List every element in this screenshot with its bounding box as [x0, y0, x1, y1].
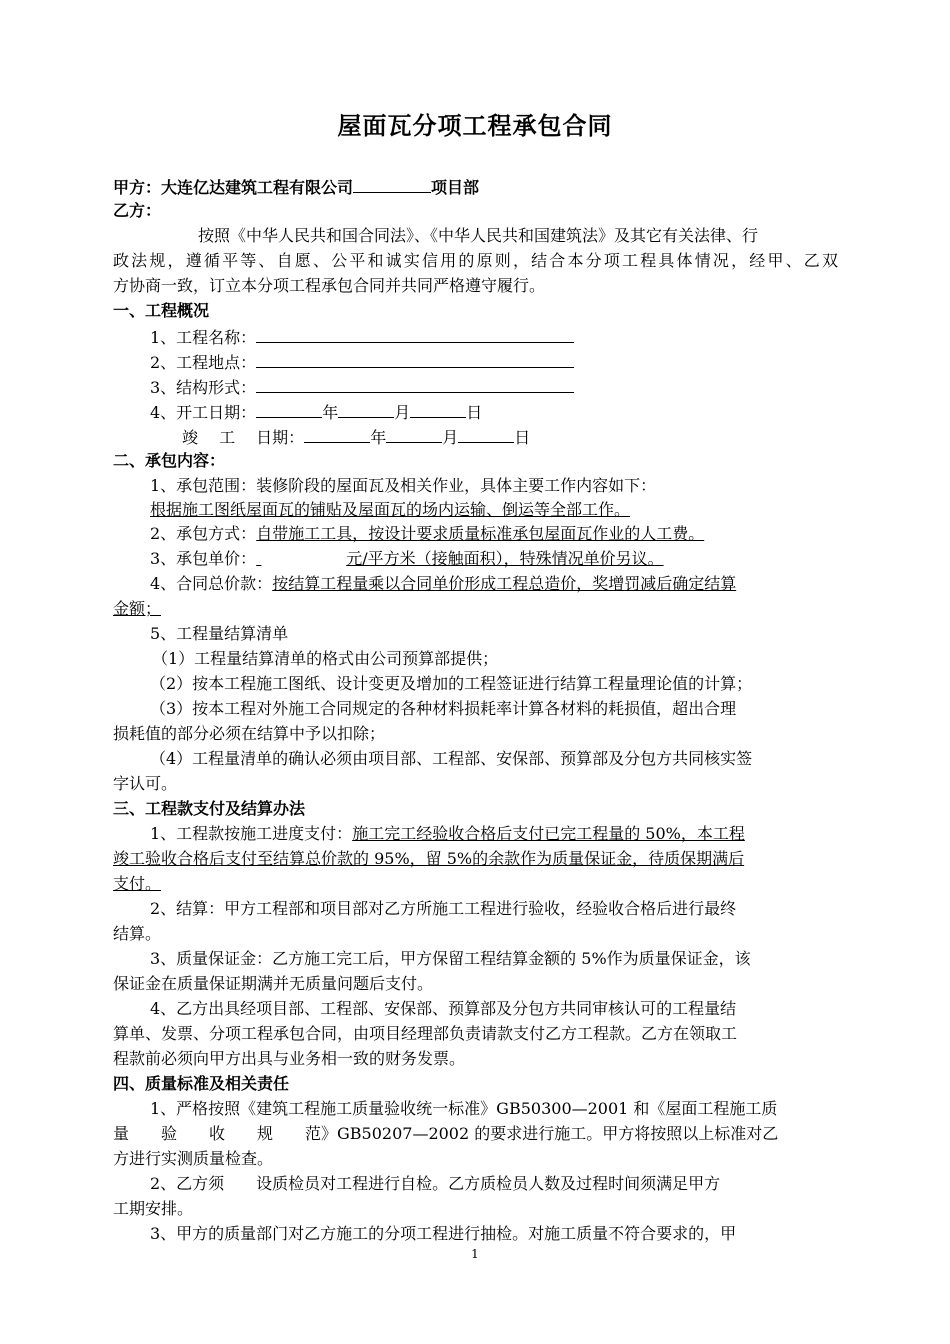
unit-price-text: 元/平方米（接触面积），特殊情况单价另议。 [346, 549, 664, 568]
scope-detail: 根据施工图纸屋面瓦的铺贴及屋面瓦的场内运输、倒运等全部工作。 [150, 500, 631, 519]
party-a-suffix: 项目部 [431, 178, 480, 197]
party-a-label: 甲方： [113, 178, 162, 197]
party-b-label: 乙方： [113, 201, 162, 220]
start-date-row: 4、开工日期： 年 月 日 [150, 399, 880, 425]
project-site-blank [256, 349, 574, 368]
total-text-cont: 金额； [113, 599, 162, 618]
spot-check-row: 3、甲方的质量部门对乙方施工的分项工程进行抽检。对施工质量不符合要求的，甲 [150, 1224, 737, 1243]
invoice-row-3: 程款前必须向甲方出具与业务相一致的财务发票。 [113, 1049, 466, 1068]
bill-heading: 5、工程量结算清单 [150, 624, 289, 643]
structure-row [150, 374, 880, 400]
project-dept-blank [353, 174, 431, 193]
quality-row-3: 方进行实测质量检查。 [113, 1149, 274, 1168]
total-row [150, 572, 840, 596]
preamble-line-2: 政法规，遵循平等、自愿、公平和诚实信用的原则，结合本分项工程具体情况，经甲、乙双 [113, 251, 838, 270]
contract-title: 屋面瓦分项工程承包合同 [337, 111, 613, 140]
project-site-label: 2、工程地点： [150, 353, 257, 372]
project-name-label: 1、工程名称： [150, 328, 257, 347]
quality-row-2: 量 验 收 规 范》GB50207—2002 的要求进行施工。甲方将按照以上标准对乙 [113, 1124, 779, 1143]
section-3-heading: 三、工程款支付及结算办法 [113, 799, 306, 818]
unit-price-row [150, 547, 880, 571]
preamble-line-3: 方协商一致，订立本分项工程承包合同并共同严格遵守履行。 [113, 276, 546, 295]
page-number: 1 [471, 1247, 479, 1261]
bill-item-4: （4）工程量清单的确认必须由项目部、工程部、安保部、预算部及分包方共同核实签 [150, 749, 753, 768]
warranty-row-2: 保证金在质量保证期满并无质量问题后支付。 [113, 974, 434, 993]
payment-row-3: 支付。 [113, 874, 162, 893]
start-date-label: 4、开工日期： [150, 403, 257, 422]
mode-label: 2、承包方式： [150, 524, 257, 543]
party-a-line [113, 174, 843, 200]
end-date-row: 竣 工 日期： 年 月 日 [182, 424, 912, 450]
total-label: 4、合同总价款： [150, 574, 273, 593]
section-2-heading: 二、承包内容： [113, 451, 226, 470]
total-text: 按结算工程量乘以合同单价形成工程总造价，奖增罚减后确定结算 [272, 574, 737, 593]
project-name-row [150, 324, 880, 350]
structure-blank [256, 374, 574, 393]
project-site-row [150, 349, 880, 375]
settlement-row-1: 2、结算：甲方工程部和项目部对乙方所施工工程进行验收，经验收合格后进行最终 [150, 899, 737, 918]
warranty-row-1: 3、质量保证金：乙方施工完工后，甲方保留工程结算金额的 5%作为质量保证金，该 [150, 949, 751, 968]
bill-item-2: （2）按本工程施工图纸、设计变更及增加的工程签证进行结算工程量理论值的计算； [150, 674, 753, 693]
invoice-row-2: 算单、发票、分项工程承包合同，由项目经理部负责请款支付乙方工程款。乙方在领取工 [113, 1024, 738, 1043]
scope-text: 1、承包范围：装修阶段的屋面瓦及相关作业，具体主要工作内容如下： [150, 476, 657, 495]
payment-row-1: 1、工程款按施工进度支付：施工完工经验收合格后支付已完工程量的 50%，本工程 [150, 824, 745, 843]
project-name-blank [256, 324, 574, 343]
bill-item-4-cont: 字认可。 [113, 774, 178, 793]
unit-price-label: 3、承包单价： [150, 549, 257, 568]
mode-text: 自带施工工具，按设计要求质量标准承包屋面瓦作业的人工费。 [256, 524, 705, 543]
bill-item-3-cont: 损耗值的部分必须在结算中予以扣除； [113, 724, 386, 743]
section-4-heading: 四、质量标准及相关责任 [113, 1074, 290, 1093]
invoice-row-1: 4、乙方出具经项目部、工程部、安保部、预算部及分包方共同审核认可的工程量结 [150, 999, 737, 1018]
payment-label: 1、工程款按施工进度支付： [150, 824, 353, 843]
party-a-name: 大连亿达建筑工程有限公司 [161, 178, 354, 197]
preamble-line-1: 按照《中华人民共和国合同法》、《中华人民共和国建筑法》及其它有关法律、行 [198, 226, 759, 245]
section-1-heading: 一、工程概况 [113, 301, 210, 320]
inspector-row-1: 2、乙方须 设质检员对工程进行自检。乙方质检员人数及过程时间须满足甲方 [150, 1174, 721, 1193]
payment-row-2: 竣工验收合格后支付至结算总价款的 95%，留 5%的余款作为质量保证金，待质保期满后 [113, 849, 745, 868]
bill-item-1: （1）工程量结算清单的格式由公司预算部提供； [152, 649, 499, 668]
inspector-row-2: 工期安排。 [113, 1199, 194, 1218]
quality-row-1: 1、严格按照《建筑工程施工质量验收统一标准》GB50300—2001 和《屋面工程施工质 [150, 1099, 778, 1118]
party-b-line [113, 199, 843, 223]
settlement-row-2: 结算。 [113, 924, 162, 943]
structure-label: 3、结构形式： [150, 378, 257, 397]
bill-item-3: （3）按本工程对外施工合同规定的各种材料损耗率计算各材料的耗损值，超出合理 [150, 699, 737, 718]
end-date-label: 竣 工 日期： [182, 428, 305, 447]
mode-row [150, 522, 880, 546]
